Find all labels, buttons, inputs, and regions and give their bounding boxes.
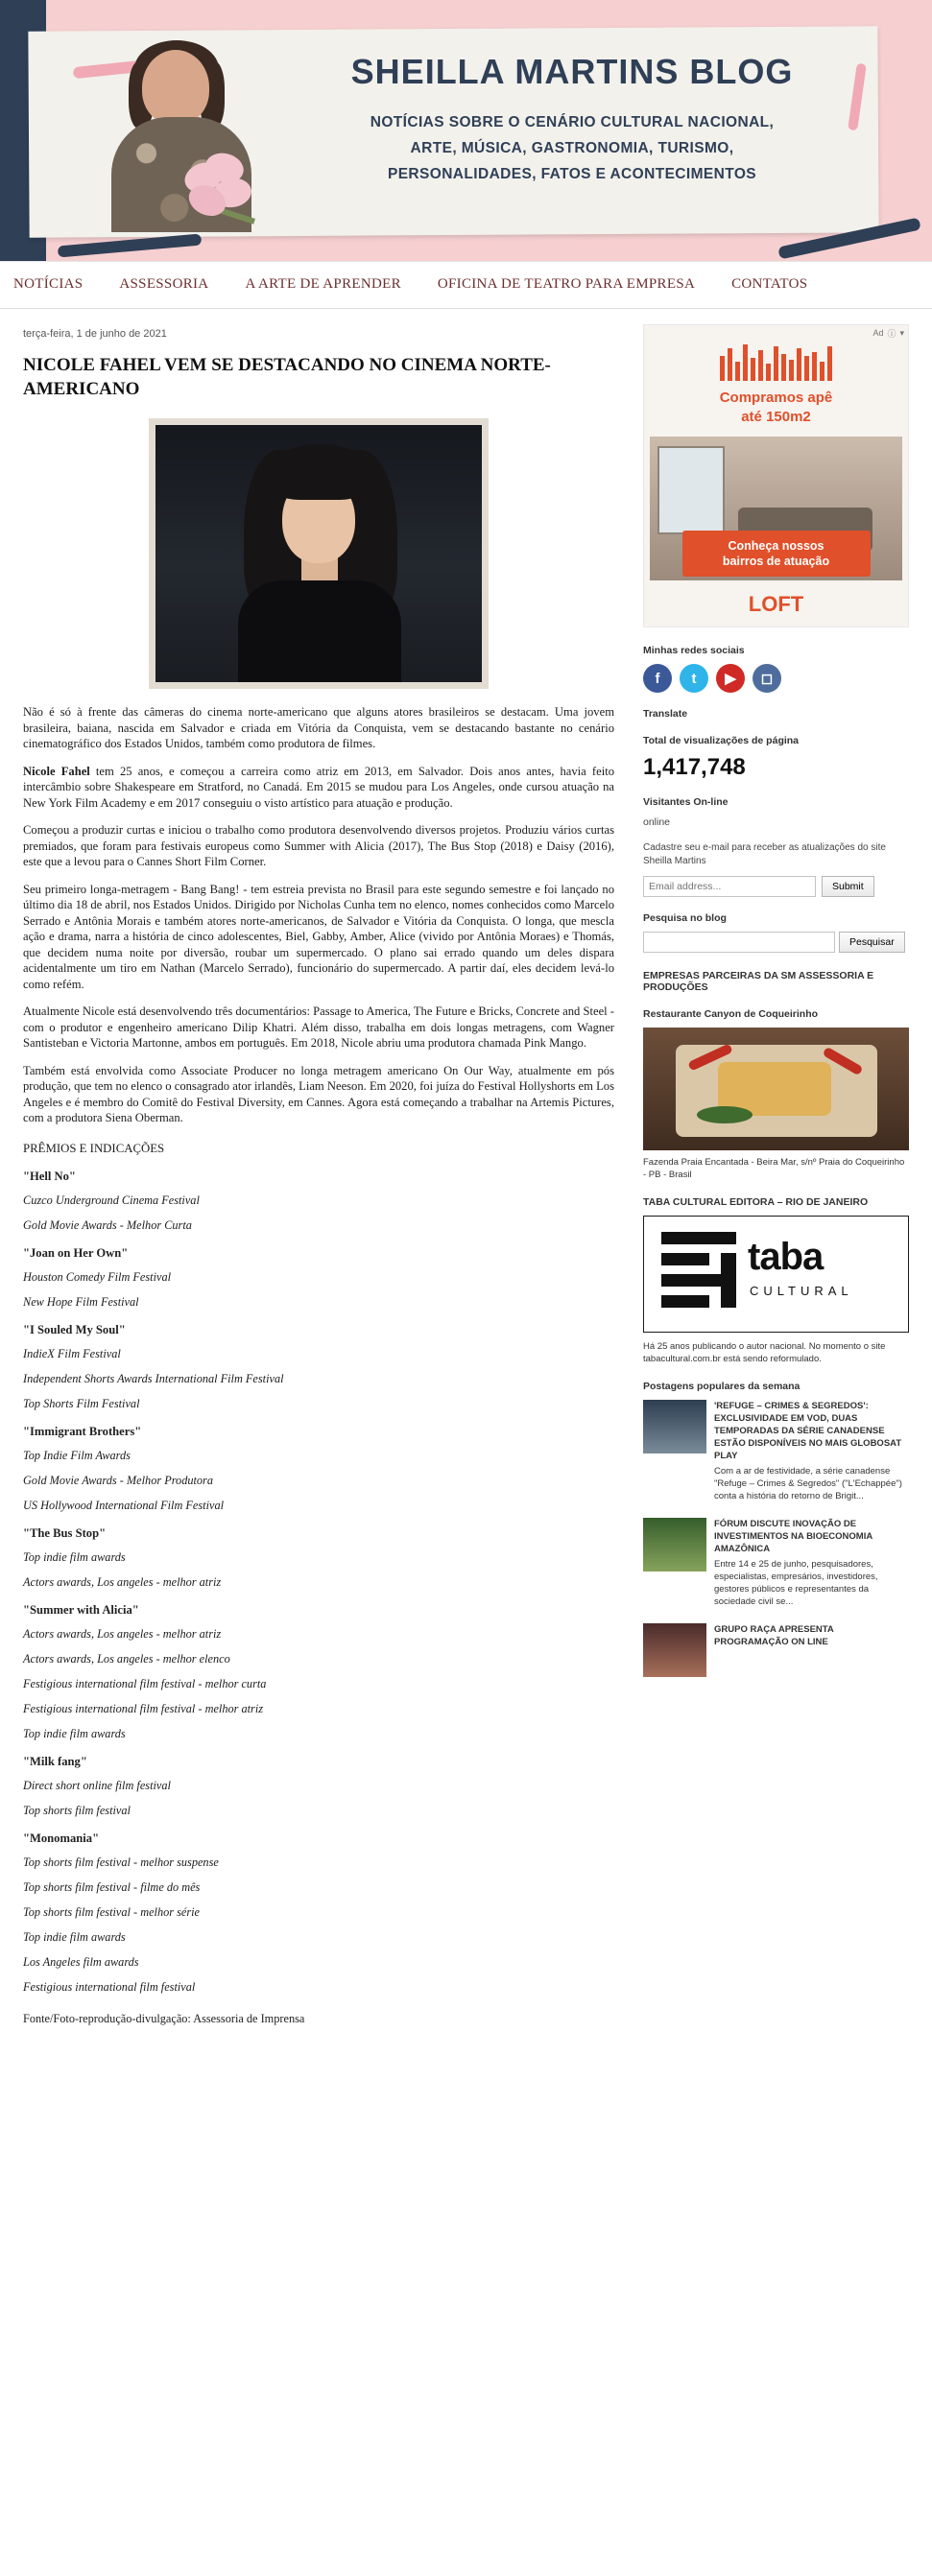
award-item: Top Indie Film Awards [23, 1448, 131, 1462]
award-group-title: "I Souled My Soul" [23, 1322, 126, 1336]
post-credit: Fonte/Foto-reprodução-divulgação: Assessoria de Imprensa [23, 2011, 305, 2025]
post-subject-name: Nicole Fahel [23, 764, 90, 778]
popular-post-excerpt: Com a ar de festividade, a série canadense "Refuge – Crimes & Segredos" ("L'Echappée") conta a história do retorno de Brigit... [714, 1466, 902, 1501]
list-item[interactable] [643, 1623, 909, 1677]
restaurant-photo [643, 1028, 909, 1150]
ad-cta-line-1: Conheça nossos [728, 539, 824, 553]
award-item: Top shorts film festival [23, 1803, 131, 1817]
nav-item-oficina-de-teatro[interactable]: OFICINA DE TEATRO PARA EMPRESA [437, 276, 696, 292]
blog-search-form[interactable] [643, 932, 909, 953]
post-date: terça-feira, 1 de junho de 2021 [23, 328, 167, 340]
award-item: Direct short online film festival [23, 1778, 171, 1792]
blog-subtitle-line-2: ARTE, MÚSICA, GASTRONOMIA, TURISMO, [410, 140, 734, 156]
ad-brand-logo: LOFT [748, 592, 804, 616]
award-item: Top shorts film festival - melhor série [23, 1904, 201, 1919]
post-thumbnail [643, 1623, 706, 1677]
ad-bar-decoration [644, 341, 908, 381]
pageviews-counter: 1,417,748 [643, 754, 746, 780]
post-paragraph-1: Não é só à frente das câmeras do cinema norte-americano que alguns atores brasileiros se destacam. Uma jovem brasileira, baiana, nascida em Salvador e criada em Vitória da Conquista, vem se destacando bastante no cenário cinematográfico dos Estados Unidos, também como produtora de filmes. [23, 705, 614, 750]
list-item[interactable] [643, 1518, 909, 1608]
award-item: New Hope Film Festival [23, 1294, 139, 1309]
popular-post-title[interactable]: 'REFUGE – CRIMES & SEGREDOS': EXCLUSIVIDADE EM VOD, DUAS TEMPORADAS DA SÉRIE CANADENSE ESTÃO DISPONÍVEIS NO MAIS GLOBOSAT PLAY [714, 1401, 902, 1461]
post-thumbnail [643, 1518, 706, 1572]
instagram-icon[interactable]: ◻ [753, 664, 781, 693]
chevron-down-icon[interactable]: ▾ [899, 327, 904, 338]
nav-item-contatos[interactable]: CONTATOS [731, 276, 808, 292]
restaurant-heading: Restaurante Canyon de Coqueirinho [643, 1008, 819, 1020]
restaurant-caption: Fazenda Praia Encantada - Beira Mar, s/nº Praia do Coqueirinho - PB - Brasil [643, 1157, 905, 1180]
post-title: NICOLE FAHEL VEM SE DESTACANDO NO CINEMA NORTE-AMERICANO [23, 355, 551, 399]
blog-subtitle-line-3: PERSONALIDADES, FATOS E ACONTECIMENTOS [387, 166, 757, 182]
search-heading: Pesquisa no blog [643, 912, 727, 924]
translate-heading: Translate [643, 708, 688, 720]
partners-heading: EMPRESAS PARCEIRAS DA SM ASSESSORIA E PRODUÇÕES [643, 970, 874, 993]
banner-content [38, 35, 873, 232]
award-group-title: "Monomania" [23, 1831, 100, 1845]
post-featured-image [149, 418, 489, 689]
ad-cta-button[interactable] [682, 531, 871, 577]
award-group-title: "Immigrant Brothers" [23, 1424, 142, 1438]
info-icon[interactable]: ⓘ [887, 328, 896, 339]
award-item: Cuzco Underground Cinema Festival [23, 1193, 200, 1207]
ad-headline-line-1: Compramos apê [719, 390, 833, 406]
award-group-title: "Hell No" [23, 1169, 76, 1183]
award-group-title: "Summer with Alicia" [23, 1602, 139, 1617]
award-group-title: "Joan on Her Own" [23, 1245, 129, 1260]
blog-subtitle-line-1: NOTÍCIAS SOBRE O CENÁRIO CULTURAL NACIONAL, [370, 114, 775, 130]
award-group-title: "The Bus Stop" [23, 1525, 107, 1540]
online-visitors-heading: Visitantes On-line [643, 796, 729, 808]
taba-mark-icon [661, 1232, 736, 1307]
online-visitors-value: online [643, 816, 671, 828]
twitter-icon[interactable]: t [680, 664, 708, 693]
award-group-title: "Milk fang" [23, 1754, 87, 1768]
award-item: Top shorts film festival - melhor suspense [23, 1855, 219, 1869]
site-header-banner [0, 0, 932, 261]
page-content [0, 309, 932, 2049]
search-input[interactable] [643, 932, 835, 953]
advertisement-loft[interactable] [643, 324, 909, 627]
award-item: Festigious international film festival [23, 1979, 196, 1994]
pageviews-heading: Total de visualizações de página [643, 735, 800, 746]
taba-logo-word: taba [748, 1236, 824, 1278]
list-item[interactable] [643, 1400, 909, 1502]
popular-post-excerpt: Entre 14 e 25 de junho, pesquisadores, especialistas, empresários, investidores, gestores públicos e representantes da sociedade civil se... [714, 1559, 878, 1607]
subscribe-email-input[interactable] [643, 876, 816, 897]
sidebar [643, 322, 909, 2049]
post-paragraph-4: Seu primeiro longa-metragem - Bang Bang! - tem estreia prevista no Brasil para este segundo semestre e foi lançado no último dia 18 de abril, nos Estados Unidos. Dirigido por Nicholas Cunha tem no elenco, nomes conhecidos como Marcelo Serrado e Antônia Morais e também atores norte-americanos, de Salvador e Vitória da Conquista. O longa, que mescla ação e drama, narra a história de cinco adolescentes, Biel, Gabby, Amber, Alice (vivido por Antônia Moraes) e Thomás, que decidem numa noite por diversão, roubar um supermercado. O plano sai errado quando um deles dispara acidentalmente um tiro em Nathan (Marcelo Serrado), funcionário do supermercado. A partir daí, eles decidem levá-lo como refém. [23, 882, 614, 991]
subscribe-heading: Cadastre seu e-mail para receber as atualizações do site Sheilla Martins [643, 842, 886, 866]
taba-heading: TABA CULTURAL EDITORA – RIO DE JANEIRO [643, 1196, 869, 1208]
award-item: Actors awards, Los angeles - melhor atriz [23, 1574, 222, 1589]
award-item: Top Shorts Film Festival [23, 1396, 140, 1410]
nav-item-assessoria[interactable]: ASSESSORIA [119, 276, 209, 292]
award-item: Gold Movie Awards - Melhor Curta [23, 1217, 192, 1232]
award-item: Independent Shorts Awards International Film Festival [23, 1371, 284, 1385]
youtube-icon[interactable]: ▶ [716, 664, 745, 693]
facebook-icon[interactable]: f [643, 664, 672, 693]
post-paragraph-2 [23, 764, 614, 812]
post-paragraph-6: Também está envolvida como Associate Producer no longa metragem americano On Our Way, atualmente em pós produção, que tem no elenco o consagrado ator irlandês, Liam Neeson. Em 2020, foi juíza do Festival Hollyshorts em Los Angeles e é membro do Comitê do Festival Diversity, em Cannes. Agora está começando a trabalhar na Artemis Pictures, com a produtora Siena Oberman. [23, 1063, 614, 1124]
taba-logo-subword: CULTURAL [750, 1284, 853, 1298]
author-portrait [104, 40, 257, 232]
popular-posts-heading: Postagens populares da semana [643, 1381, 801, 1392]
social-links[interactable] [643, 664, 909, 693]
award-item: Los Angeles film awards [23, 1954, 139, 1969]
popular-post-title[interactable]: GRUPO RAÇA APRESENTA PROGRAMAÇÃO ON LINE [714, 1624, 834, 1647]
post-paragraph-3: Começou a produzir curtas e iniciou o trabalho como produtora desenvolvendo diversos projetos. Produziu vários curtas premiados, que foram para festivais europeus como Summer with Alicia (2017), The Bus Stop (2018) e Daisy (2016), este que a levou para o Cannes Short Film Corner. [23, 823, 614, 868]
nav-item-a-arte-de-aprender[interactable]: A ARTE DE APRENDER [245, 276, 401, 292]
ad-headline-line-2: até 150m2 [741, 409, 811, 425]
main-column [12, 322, 626, 2049]
popular-post-title[interactable]: FÓRUM DISCUTE INOVAÇÃO DE INVESTIMENTOS NA BIOECONOMIA AMAZÔNICA [714, 1519, 872, 1554]
awards-heading: PRÊMIOS E INDICAÇÕES [23, 1141, 165, 1155]
ad-cta-line-2: bairros de atuação [722, 555, 830, 568]
flower-decoration [184, 154, 257, 221]
award-item: US Hollywood International Film Festival [23, 1498, 225, 1512]
ad-label-row [644, 325, 908, 341]
post-paragraph-5: Atualmente Nicole está desenvolvendo três documentários: Passage to America, The Future e Bricks, Concrete and Steel - com o produtor e engenheiro americano Dilip Khatri. Além disso, trabalha em dois longas metragens, com Wagner Santisteban e Victoria Martonne, ambos em português. Em 2018, Nicole abriu uma produtora chamada Pink Mango. [23, 1004, 614, 1050]
ad-label: Ad [872, 328, 884, 338]
award-item: IndieX Film Festival [23, 1346, 121, 1360]
search-button[interactable]: Pesquisar [839, 932, 905, 953]
awards-list [23, 1170, 614, 1995]
award-item: Top indie film awards [23, 1549, 126, 1564]
main-navigation[interactable] [0, 261, 932, 309]
subscribe-form[interactable] [643, 876, 909, 897]
award-item: Houston Comedy Film Festival [23, 1269, 172, 1284]
award-item: Top indie film awards [23, 1929, 126, 1944]
taba-caption: Há 25 anos publicando o autor nacional. No momento o site tabacultural.com.br está sendo reformulado. [643, 1341, 886, 1364]
blog-title: SHEILLA MARTINS BLOG [350, 52, 794, 91]
ad-headline [644, 381, 908, 437]
award-item: Festigious international film festival - melhor curta [23, 1676, 267, 1690]
post-paragraph-2-rest: tem 25 anos, e começou a carreira como atriz em 2013, em Salvador. Dois anos antes, havia feito intercâmbio sobre Shakespeare em Stratford, no Canadá. Em 2015 se mudou para Los Angeles, onde cursou atuação na New York Film Academy e em 2017 conseguiu o visto artístico para atuação e produção. [23, 764, 614, 810]
social-heading: Minhas redes sociais [643, 645, 745, 656]
award-item: Festigious international film festival - melhor atriz [23, 1701, 264, 1715]
blog-subtitle [275, 109, 870, 187]
nav-item-noticias[interactable]: NOTÍCIAS [13, 276, 84, 292]
award-item: Actors awards, Los angeles - melhor elenco [23, 1651, 230, 1666]
award-item: Top indie film awards [23, 1726, 126, 1740]
post-thumbnail [643, 1400, 706, 1453]
taba-logo[interactable] [643, 1216, 909, 1333]
award-item: Actors awards, Los angeles - melhor atriz [23, 1626, 222, 1641]
subscribe-submit-button[interactable]: Submit [822, 876, 874, 897]
award-item: Gold Movie Awards - Melhor Produtora [23, 1473, 213, 1487]
award-item: Top shorts film festival - filme do mês [23, 1879, 201, 1894]
